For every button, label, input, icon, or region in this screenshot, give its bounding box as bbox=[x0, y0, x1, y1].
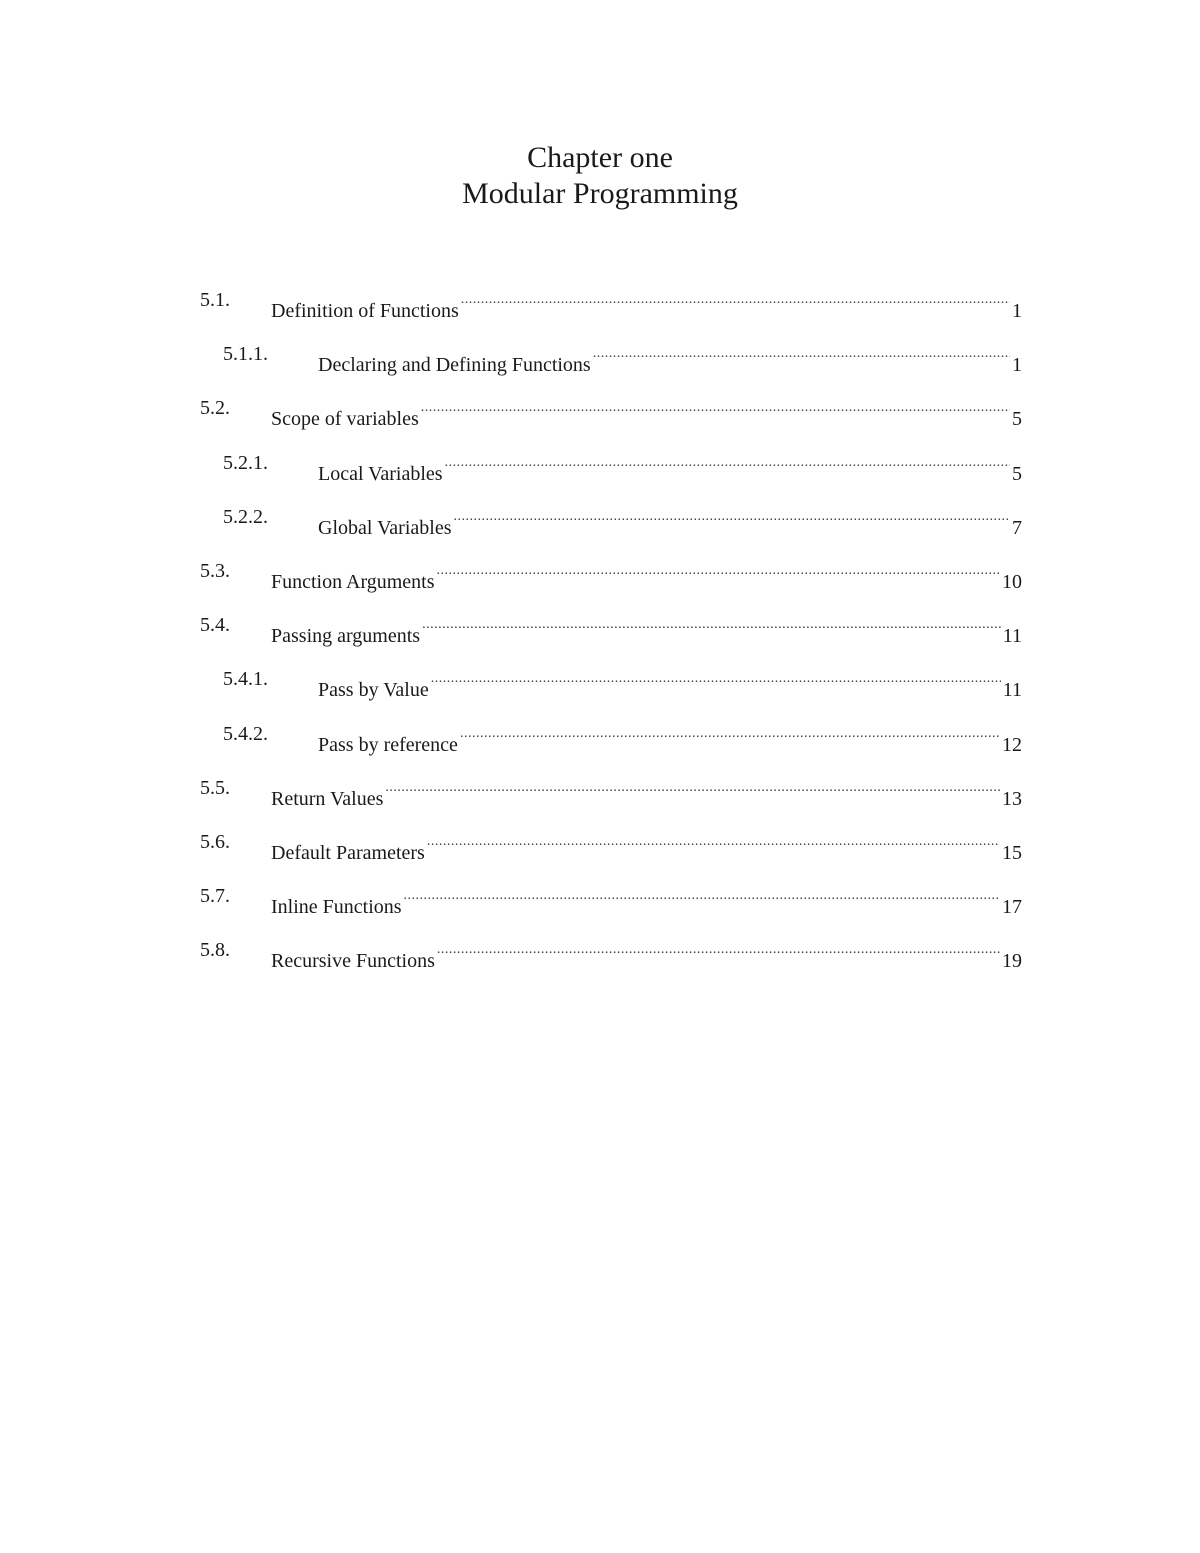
toc-entry[interactable] bbox=[200, 446, 1022, 500]
toc-entry-label: Pass by reference bbox=[318, 733, 458, 756]
toc-entry-page: 13 bbox=[1002, 787, 1022, 810]
toc-leader-dots bbox=[454, 500, 1011, 534]
toc-leader-dots bbox=[427, 825, 1000, 859]
toc-entry-page: 5 bbox=[1012, 408, 1022, 431]
toc-leader-dots bbox=[421, 391, 1010, 425]
toc-entry-label: Return Values bbox=[271, 787, 384, 810]
toc-entry-label: Declaring and Defining Functions bbox=[318, 354, 591, 377]
toc-entry[interactable] bbox=[200, 608, 1022, 662]
table-of-contents bbox=[200, 283, 1022, 987]
toc-entry-page: 11 bbox=[1002, 679, 1022, 702]
toc-entry-label: Passing arguments bbox=[271, 625, 421, 648]
chapter-title bbox=[0, 140, 1200, 212]
toc-entry[interactable] bbox=[200, 500, 1022, 554]
toc-entry[interactable] bbox=[200, 391, 1022, 445]
toc-entry[interactable] bbox=[200, 554, 1022, 608]
toc-entry[interactable] bbox=[200, 662, 1022, 716]
toc-entry[interactable] bbox=[200, 825, 1022, 879]
toc-entry-number: 5.6. bbox=[200, 830, 230, 853]
toc-entry-number: 5.2.1. bbox=[223, 451, 268, 474]
toc-entry-number: 5.7. bbox=[200, 885, 230, 908]
toc-entry-label: Pass by Value bbox=[318, 679, 429, 702]
chapter-heading: Chapter one bbox=[527, 141, 673, 174]
toc-leader-dots bbox=[445, 446, 1010, 480]
toc-entry-label: Scope of variables bbox=[271, 408, 419, 431]
toc-entry[interactable] bbox=[200, 933, 1022, 987]
toc-entry-label: Default Parameters bbox=[271, 841, 425, 864]
toc-entry-page: 10 bbox=[1002, 570, 1022, 593]
toc-entry-number: 5.5. bbox=[200, 776, 230, 799]
toc-leader-dots bbox=[385, 771, 1000, 805]
toc-entry[interactable] bbox=[200, 337, 1022, 391]
toc-entry-page: 1 bbox=[1012, 300, 1022, 322]
toc-entry-page: 15 bbox=[1002, 841, 1022, 864]
toc-leader-dots bbox=[431, 662, 1001, 696]
toc-entry[interactable] bbox=[200, 879, 1022, 933]
toc-leader-dots bbox=[460, 717, 1000, 751]
toc-entry-label: Definition of Functions bbox=[271, 300, 459, 322]
toc-leader-dots bbox=[404, 879, 1000, 913]
toc-entry-page: 12 bbox=[1002, 733, 1022, 756]
toc-entry-page: 17 bbox=[1002, 896, 1022, 919]
toc-entry-number: 5.2.2. bbox=[223, 505, 268, 528]
toc-entry-label: Global Variables bbox=[318, 516, 452, 539]
toc-leader-dots bbox=[422, 608, 1001, 642]
toc-entry-number: 5.1. bbox=[200, 289, 230, 311]
toc-entry-number: 5.3. bbox=[200, 559, 230, 582]
toc-entry-number: 5.8. bbox=[200, 939, 230, 962]
toc-leader-dots bbox=[593, 337, 1010, 371]
toc-entry-number: 5.4.1. bbox=[223, 668, 268, 691]
toc-entry-number: 5.2. bbox=[200, 397, 230, 420]
chapter-subtitle: Modular Programming bbox=[462, 177, 738, 210]
toc-entry-label: Inline Functions bbox=[271, 896, 402, 919]
toc-entry-label: Function Arguments bbox=[271, 570, 435, 593]
toc-leader-dots bbox=[437, 933, 1000, 967]
toc-leader-dots bbox=[461, 283, 1010, 317]
toc-entry-number: 5.4.2. bbox=[223, 722, 268, 745]
toc-leader-dots bbox=[437, 554, 1000, 588]
toc-entry-page: 11 bbox=[1002, 625, 1022, 648]
toc-entry-number: 5.4. bbox=[200, 614, 230, 637]
toc-entry-page: 5 bbox=[1012, 462, 1022, 485]
toc-entry[interactable] bbox=[200, 717, 1022, 771]
toc-entry-page: 19 bbox=[1002, 950, 1022, 973]
toc-entry[interactable] bbox=[200, 771, 1022, 825]
toc-entry-page: 1 bbox=[1012, 354, 1022, 377]
toc-entry-page: 7 bbox=[1012, 516, 1022, 539]
toc-entry[interactable] bbox=[200, 283, 1022, 337]
toc-entry-label: Local Variables bbox=[318, 462, 443, 485]
toc-entry-number: 5.1.1. bbox=[223, 343, 268, 366]
toc-entry-label: Recursive Functions bbox=[271, 950, 435, 973]
